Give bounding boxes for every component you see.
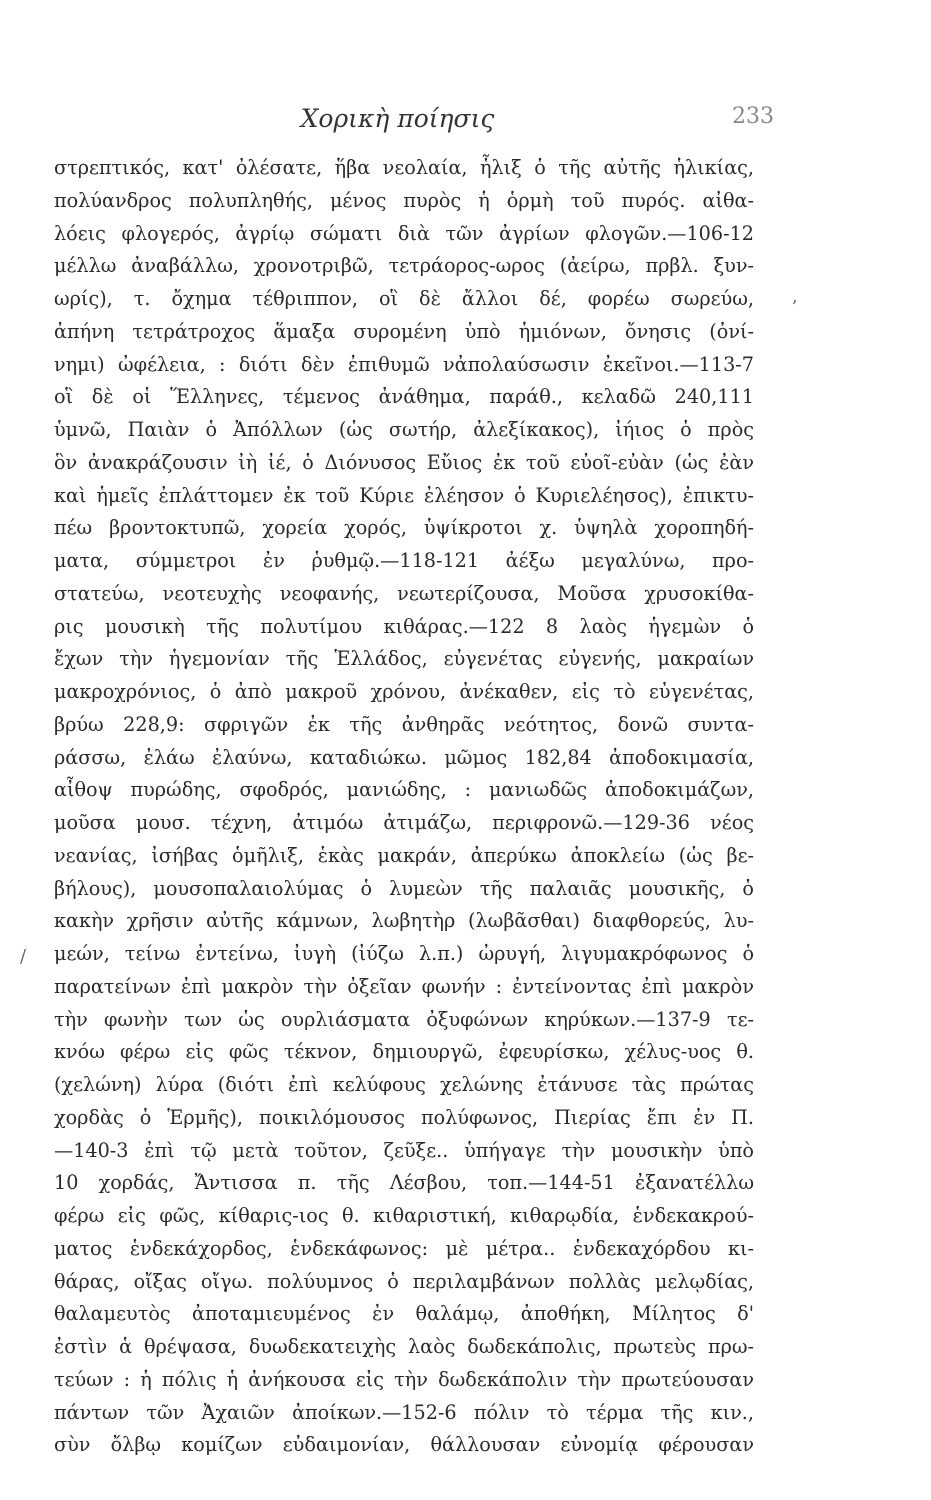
text-line: ωρίς), τ. ὄχημα τέθριππον, οἳ δὲ ἄλλοι δέ, φορέω σωρεύω, [54, 287, 754, 310]
text-line: οἳ δὲ οἱ Ἕλληνες, τέμενος ἀνάθημα, παράθ., κελαδῶ 240,111 [54, 385, 754, 409]
text-line: βήλους), μουσοπαλαιολύμας ὁ λυμεὼν τῆς παλαιᾶς μουσικῆς, ὁ [54, 876, 754, 900]
body-text [54, 152, 754, 1462]
text-line: μοῦσα μουσ. τέχνη, ἀτιμόω ἀτιμάζω, περιφρονῶ.—129-36 νέος [54, 811, 754, 834]
text-line: πάντων τῶν Ἀχαιῶν ἀποίκων.—152-6 πόλιν τὸ τέρμα τῆς κιν., [54, 1400, 754, 1424]
text-line: καὶ ἡμεῖς ἐπλάττομεν ἐκ τοῦ Κύριε ἐλέησον ὁ Κυριελέησος), ἐπικτυ- [54, 483, 754, 507]
text-line: ὑμνῶ, Παιὰν ὁ Ἀπόλλων (ὡς σωτήρ, ἀλεξίκακος), ἰήιος ὁ πρὸς [54, 418, 754, 441]
text-line: παρατείνων ἐπὶ μακρὸν τὴν ὀξεῖαν φωνήν : ἐντείνοντας ἐπὶ μακρὸν [54, 974, 754, 998]
text-line: ματος ἑνδεκάχορδος, ἑνδεκάφωνος: μὲ μέτρα.. ἑνδεκαχόρδου κι- [54, 1236, 754, 1260]
text-line: νημι) ὠφέλεια, : διότι δὲν ἐπιθυμῶ νἀπολαύσωσιν ἐκεῖνοι.—113-7 [54, 352, 754, 376]
text-line: ρις μουσικὴ τῆς πολυτίμου κιθάρας.—122 8 λαὸς ἡγεμὼν ὁ [54, 614, 754, 638]
text-line: θάρας, οἴξας οἴγω. πολύυμνος ὁ περιλαμβάνων πολλὰς μελῳδίας, [54, 1269, 754, 1293]
text-line: —140-3 ἐπὶ τῷ μετὰ τοῦτον, ζεῦξε.. ὑπήγαγε τὴν μουσικὴν ὑπὸ [54, 1138, 754, 1162]
text-line: ἀπήνη τετράτροχος ἅμαξα συρομένη ὑπὸ ἡμιόνων, ὄνησις (ὀνί- [54, 319, 754, 343]
text-line: 10 χορδάς, Ἄντισσα π. τῆς Λέσβου, τοπ.—144-51 ἐξανατέλλω [54, 1171, 754, 1195]
text-line: ὃν ἀνακράζουσιν ἰὴ ἰέ, ὁ Διόνυσος Εὔιος ἐκ τοῦ εὐοῖ-εὐὰν (ὡς ἐὰν [54, 450, 754, 474]
text-line: λόεις φλογερός, ἀγρίῳ σώματι διὰ τῶν ἀγρίων φλογῶν.—106-12 [54, 221, 754, 245]
text-line: (χελώνη) λύρα (διότι ἐπὶ κελύφους χελώνης ἐτάνυσε τὰς πρώτας [54, 1073, 754, 1096]
text-line: φέρω εἰς φῶς, κίθαρις-ιος θ. κιθαριστική, κιθαρῳδία, ἑνδεκακρού- [54, 1204, 754, 1227]
running-title: Χορικὴ ποίησις [300, 104, 495, 133]
text-line: βρύω 228,9: σφριγῶν ἐκ τῆς ἀνθηρᾶς νεότητος, δονῶ συντα- [54, 712, 754, 736]
text-line: τεύων : ἡ πόλις ἡ ἀνήκουσα εἰς τὴν δωδεκάπολιν τὴν πρωτεύουσαν [54, 1367, 754, 1391]
margin-mark: / [20, 946, 27, 967]
text-line: ράσσω, ἐλάω ἐλαύνω, καταδιώκω. μῶμος 182,84 ἀποδοκιμασία, [54, 745, 754, 769]
text-line: κακὴν χρῆσιν αὐτῆς κάμνων, λωβητὴρ (λωβᾶσθαι) διαφθορεύς, λυ- [54, 909, 754, 933]
text-line: μεών, τείνω ἐντείνω, ἰυγὴ (ἰύζω λ.π.) ὠρυγή, λιγυμακρόφωνος ὁ [54, 942, 754, 965]
text-line: νεανίας, ἰσήβας ὁμῆλιξ, ἑκὰς μακράν, ἀπερύκω ἀποκλείω (ὡς βε- [54, 843, 754, 867]
text-line: ἔχων τὴν ἡγεμονίαν τῆς Ἑλλάδος, εὐγενέτας εὐγενής, μακραίων [54, 647, 754, 671]
text-line: κνόω φέρω εἰς φῶς τέκνον, δημιουργῶ, ἐφευρίσκω, χέλυς-υος θ. [54, 1040, 754, 1064]
text-line: στρεπτικός, κατ' ὀλέσατε, ἥβα νεολαία, ἧλιξ ὁ τῆς αὐτῆς ἡλικίας, [54, 156, 754, 179]
text-line: ματα, σύμμετροι ἐν ῥυθμῷ.—118-121 ἀέξω μεγαλύνω, προ- [54, 549, 754, 572]
page-number: 233 [732, 104, 774, 129]
text-line: ἐστὶν ἁ θρέψασα, δυωδεκατειχὴς λαὸς δωδεκάπολις, πρωτεὺς πρω- [54, 1335, 754, 1358]
text-line: πολύανδρος πολυπληθής, μένος πυρὸς ἡ ὁρμὴ τοῦ πυρός. αἰθα- [54, 188, 754, 212]
text-line: πέω βροντοκτυπῶ, χορεία χορός, ὑψίκροτοι χ. ὑψηλὰ χοροπηδή- [54, 516, 754, 540]
text-line: τὴν φωνὴν των ὡς ουρλιάσματα ὀξυφώνων κηρύκων.—137-9 τε- [54, 1007, 754, 1031]
text-line: αἶθοψ πυρώδης, σφοδρός, μανιώδης, : μανιωδῶς ἀποδοκιμάζων, [54, 778, 754, 802]
text-line: στατεύω, νεοτευχὴς νεοφανής, νεωτερίζουσα, Μοῦσα χρυσοκίθα- [54, 581, 754, 605]
margin-mark: , [792, 286, 798, 307]
text-line: θαλαμευτὸς ἀποταμιευμένος ἐν θαλάμῳ, ἀποθήκη, Μίλητος δ' [54, 1302, 754, 1326]
text-line: σὺν ὄλβῳ κομίζων εὐδαιμονίαν, θάλλουσαν εὐνομίᾳ φέρουσαν [54, 1433, 754, 1457]
text-line: μακροχρόνιος, ὁ ἀπὸ μακροῦ χρόνου, ἀνέκαθεν, εἰς τὸ εὐγενέτας, [54, 680, 754, 703]
text-line: μέλλω ἀναβάλλω, χρονοτριβῶ, τετράορος-ωρος (ἀείρω, πρβλ. ξυν- [54, 254, 754, 278]
page-header [0, 104, 931, 144]
text-line: χορδὰς ὁ Ἑρμῆς), ποικιλόμουσος πολύφωνος, Πιερίας ἔπι ἐν Π. [54, 1105, 754, 1129]
